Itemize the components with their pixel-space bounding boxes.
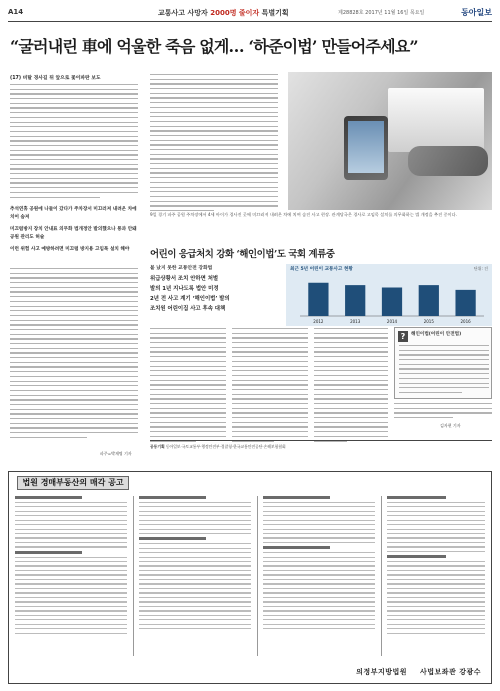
chart-bar-2014 bbox=[382, 288, 402, 317]
body-text-col-e bbox=[314, 328, 388, 445]
ad-title: 법원 경매부동산의 매각 공고 bbox=[17, 476, 129, 490]
question-mark-icon: ? bbox=[398, 331, 408, 342]
info-box-title: 해인이법(어린이 안전법) bbox=[411, 332, 462, 337]
subhead-1: 추석연휴 공원에 나들이 갔다가 주차장서 미끄러져 내려온 차에 치어 숨져 bbox=[10, 207, 137, 220]
chart-title: 최근 5년 어린이 교통사고 현황 bbox=[290, 267, 353, 272]
chart-bar-2012 bbox=[308, 283, 328, 316]
deck-line-4: 조치원 어린이집 사고 후속 대책 bbox=[150, 306, 226, 312]
second-kicker: 불 났지 못한 교통안전 강화법 bbox=[150, 266, 213, 271]
lead-kicker: (17) 비탈 경사길 뒤 앞으로 꽃이파란 보도 bbox=[10, 76, 101, 81]
body-text-col-b bbox=[150, 74, 278, 215]
ad-column-3 bbox=[263, 496, 375, 656]
deck-line-2: 발의 1년 지나도록 법안 미정 bbox=[150, 286, 219, 292]
joint-project-notice bbox=[150, 440, 492, 456]
body-text-col-f bbox=[394, 403, 492, 422]
chart-tick-2016: 2016 bbox=[460, 319, 471, 324]
chart-tick-2015: 2015 bbox=[423, 319, 434, 324]
chart-plot bbox=[286, 272, 492, 326]
ad-column-1 bbox=[15, 496, 127, 656]
body-text-col-a2 bbox=[10, 268, 138, 441]
issue-info: 제28828호 2017년 11월 16일 목요일 bbox=[338, 10, 425, 16]
series-title-text: 교통사고 사망자 bbox=[158, 9, 208, 17]
ad-court: 의정부지방법원 bbox=[356, 668, 408, 676]
chart-unit: 단위: 건 bbox=[473, 266, 488, 271]
chart-bar-2016 bbox=[455, 290, 475, 316]
photo-caption-text: 9일 경기 파주 공원 주차장에서 4세 아이가 경사진 곳에 미끄러져 내려온 차에 치여 숨진 사고 현장. 관계당국은 경사로 고임목 설치를 의무화하는 법 개정을 추진 중이다. bbox=[150, 212, 457, 217]
body-text-col-a1 bbox=[10, 84, 138, 201]
series-title bbox=[158, 8, 289, 18]
chart-tick-2014: 2014 bbox=[386, 319, 398, 324]
masthead-rule bbox=[8, 21, 492, 22]
body-text-col-d bbox=[232, 328, 308, 445]
deck-line-3: 2년 전 사고 계기 ‘해인이법’ 발의 bbox=[150, 296, 230, 302]
series-tag: 특별기획 bbox=[261, 9, 289, 17]
body-text-col-c bbox=[150, 328, 226, 445]
news-photo bbox=[288, 72, 492, 210]
photo-caption bbox=[150, 212, 492, 238]
series-title-accent: 2000명 줄이자 bbox=[210, 9, 260, 17]
paper-name: 동아일보 bbox=[461, 8, 492, 17]
info-box bbox=[394, 327, 492, 399]
subhead-3: 이런 위험 사고 예방하려면 미끄럼 방지용 고임목 설치 해야 bbox=[10, 247, 130, 252]
ad-official: 사법보좌관 강광수 bbox=[419, 668, 481, 676]
notice-label: 공동기획 bbox=[150, 444, 165, 449]
subhead-2: 미끄럼방지 장치 안내표 의무화 법개정안 발의했으나 통과 안돼 공원 관리도 허술 bbox=[10, 227, 137, 240]
notice-text: 동아일보·국토교통부·행정안전부·경찰청·한국교통안전공단·손해보험협회 bbox=[165, 444, 286, 449]
info-box-text bbox=[399, 345, 489, 397]
ad-column-4 bbox=[387, 496, 485, 656]
chart-bar-2013 bbox=[345, 285, 365, 316]
ad-listings bbox=[15, 496, 485, 656]
chart-tick-2012: 2012 bbox=[313, 319, 324, 324]
second-headline: 어린이 응급처치 강화 ‘해인이법’도 국회 계류중 bbox=[150, 249, 335, 260]
ad-column-2 bbox=[139, 496, 251, 656]
chart-bar-2015 bbox=[419, 285, 439, 316]
photo-arm bbox=[408, 146, 488, 176]
ad-footer bbox=[346, 667, 481, 677]
main-headline: “굴러내린 車에 억울한 죽음 없게… ‘하준이법’ 만들어주세요” bbox=[10, 37, 418, 56]
byline-left: 파주=박재명 기자 bbox=[100, 451, 132, 456]
accident-chart bbox=[286, 264, 492, 326]
auction-ad bbox=[8, 471, 492, 684]
photo-table bbox=[388, 88, 484, 152]
chart-tick-2013: 2013 bbox=[350, 319, 361, 324]
page-number: A14 bbox=[8, 8, 24, 16]
byline-right: 김자현 기자 bbox=[440, 423, 461, 428]
photo-phone bbox=[344, 116, 388, 180]
masthead bbox=[8, 6, 492, 20]
deck-line-1: 위급상황서 조치 안하면 처벌 bbox=[150, 276, 219, 282]
